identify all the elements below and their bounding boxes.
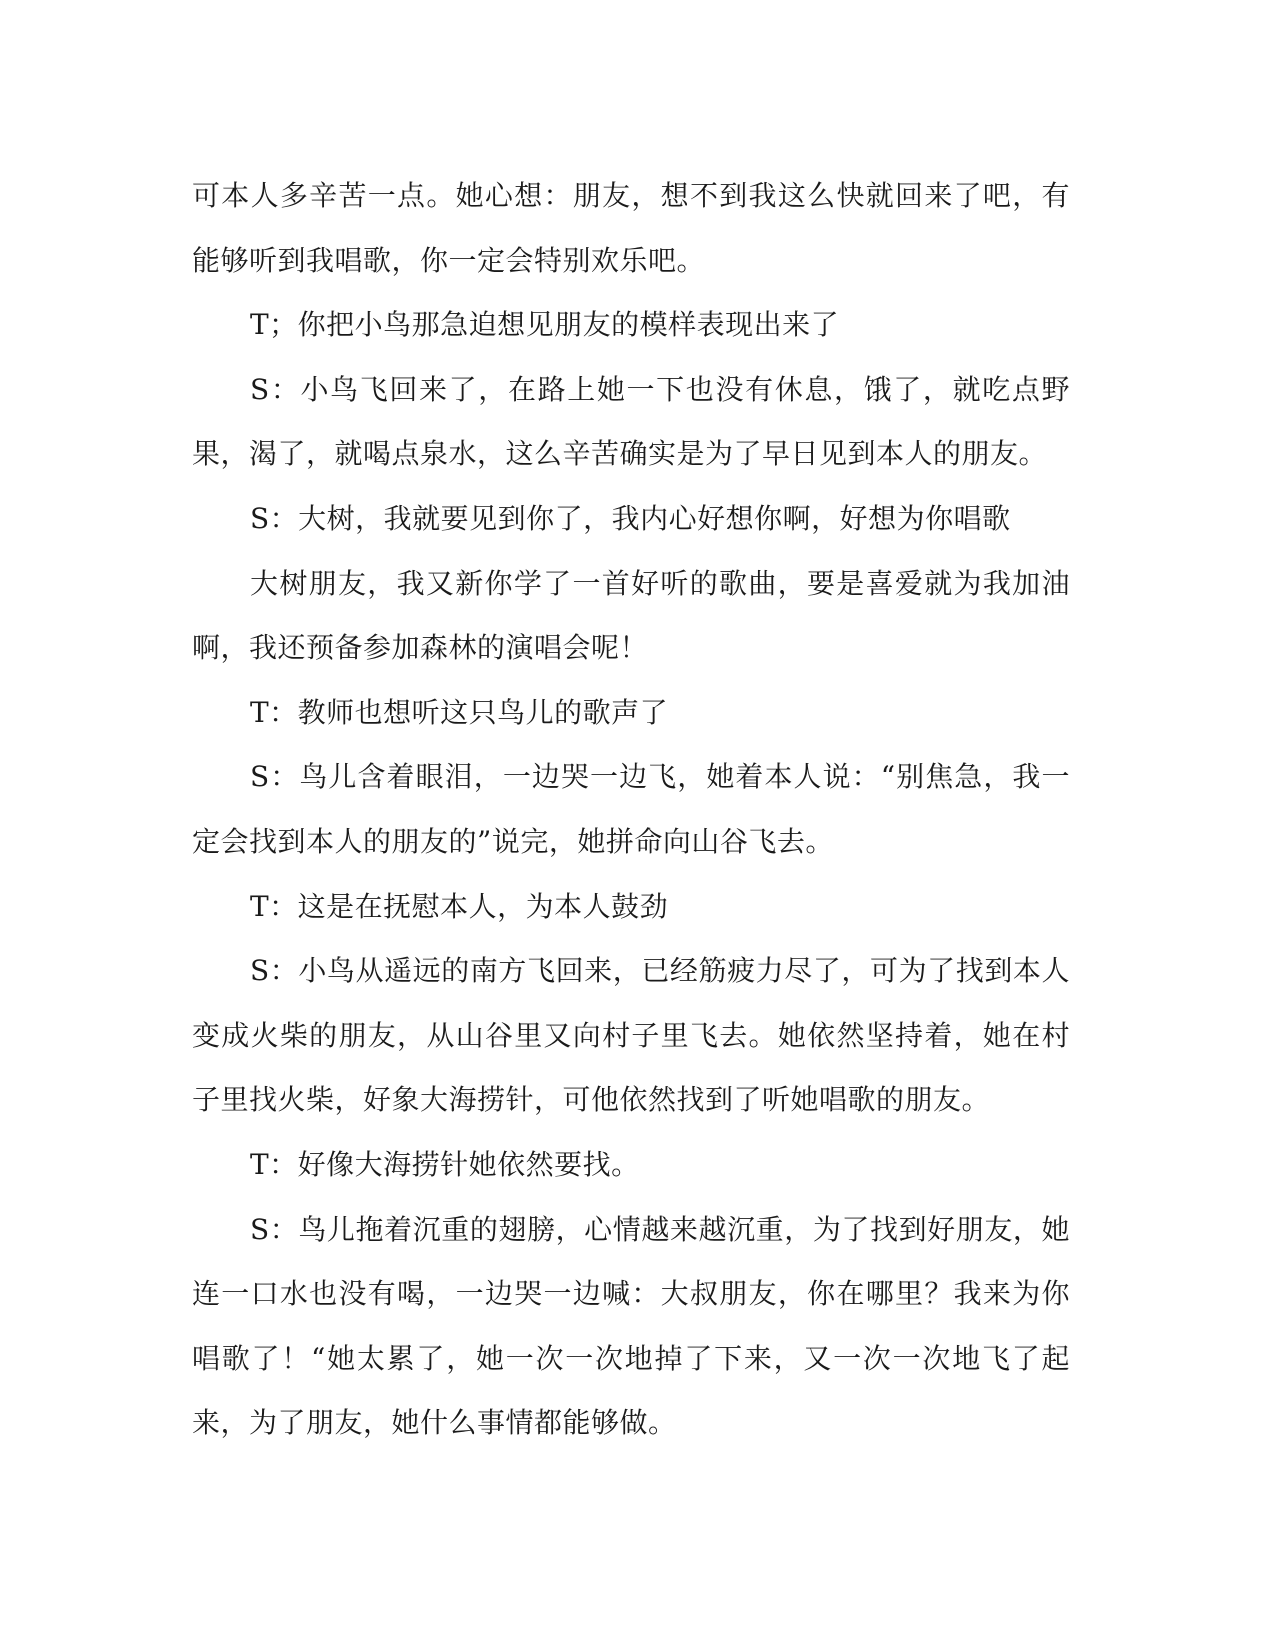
paragraph-3: S：小鸟飞回来了，在路上她一下也没有休息，饿了，就吃点野果，渴了，就喝点泉水，这么辛苦确实是为了早日见到本人的朋友。 [192,372,1070,471]
paragraph-9: S：小鸟从遥远的南方飞回来，已经筋疲力尽了，可为了找到本人变成火柴的朋友，从山谷里又向村子里飞去。她依然坚持着，她在村子里找火柴，好象大海捞针，可他依然找到了听她唱歌的朋友。 [192,954,1070,1117]
paragraph-10: T：好像大海捞针她依然要找。 [250,1147,640,1181]
paragraph-11: S：鸟儿拖着沉重的翅膀，心情越来越沉重，为了找到好朋友，她连一口水也没有喝，一边哭一边喊：大叔朋友，你在哪里？我来为你唱歌了！“她太累了，她一次一次地掉了下来，又一次一次地飞了起来，为了朋友，她什么事情都能够做。 [192,1212,1070,1440]
paragraph-6: T：教师也想听这只鸟儿的歌声了 [250,695,669,729]
paragraph-4: S：大树，我就要见到你了，我内心好想你啊，好想为你唱歌 [250,501,1011,535]
paragraph-5: 大树朋友，我又新你学了一首好听的歌曲，要是喜爱就为我加油啊，我还预备参加森林的演唱会呢！ [192,566,1070,665]
document-body [192,164,1070,1456]
paragraph-8: T：这是在抚慰本人，为本人鼓劲 [250,889,669,923]
paragraph-7: S：鸟儿含着眼泪，一边哭一边飞，她着本人说：“别焦急，我一定会找到本人的朋友的”说完，她拼命向山谷飞去。 [192,760,1070,858]
paragraph-2: T；你把小鸟那急迫想见朋友的模样表现出来了 [250,308,840,342]
paragraph-1: 可本人多辛苦一点。她心想：朋友，想不到我这么快就回来了吧，有能够听到我唱歌，你一定会特别欢乐吧。 [192,179,1070,277]
